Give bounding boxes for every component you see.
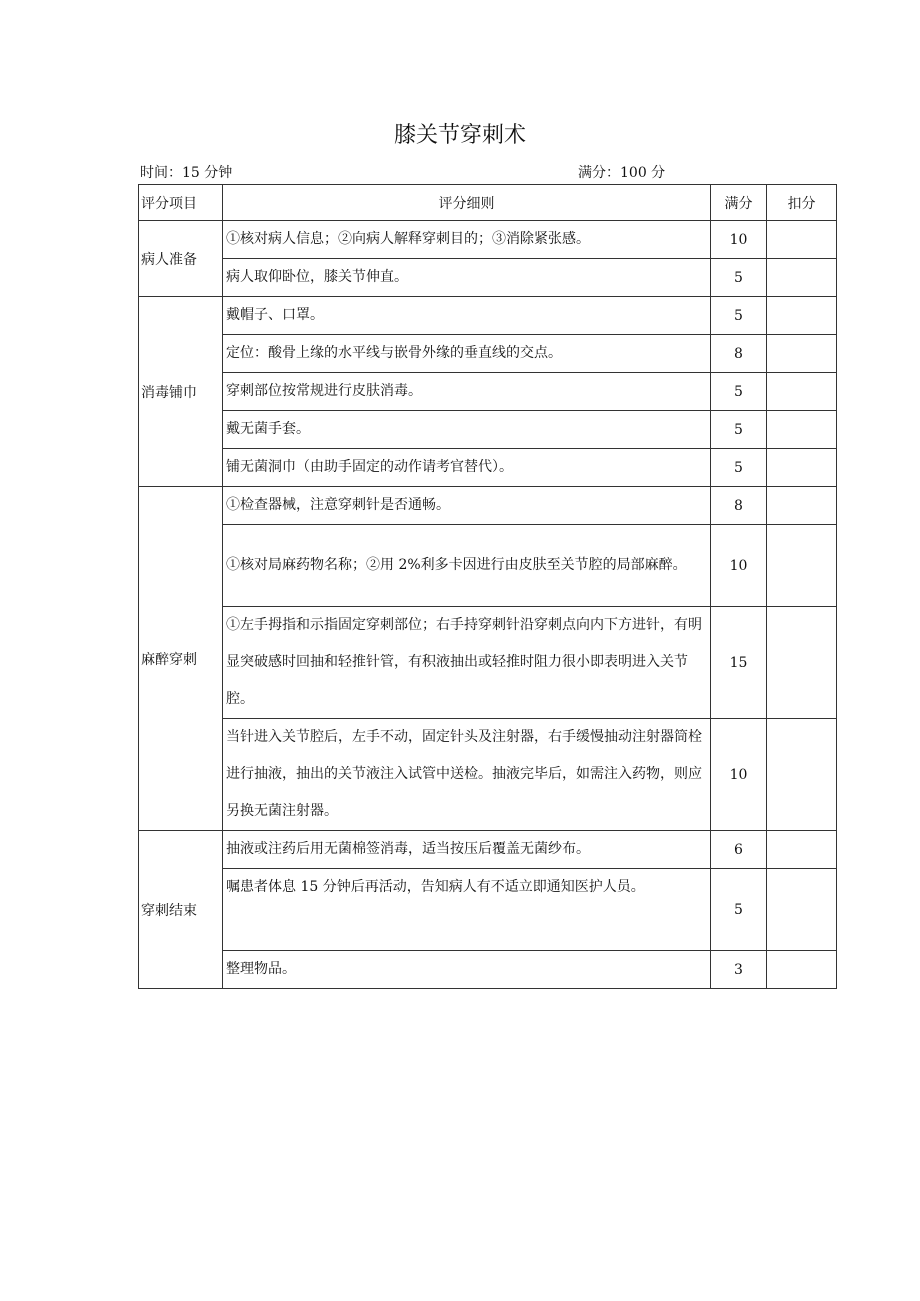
full-score-cell: 5 (711, 869, 767, 951)
detail-cell: 定位：酸骨上缘的水平线与嵌骨外缘的垂直线的交点。 (223, 335, 711, 373)
table-row (139, 297, 837, 335)
full-score-cell: 8 (711, 487, 767, 525)
detail-cell: 嘱患者体息 15 分钟后再活动，告知病人有不适立即通知医护人员。 (223, 869, 711, 951)
deduction-cell[interactable] (767, 487, 837, 525)
full-score-cell: 3 (711, 951, 767, 989)
deduction-cell[interactable] (767, 831, 837, 869)
detail-cell: 戴无菌手套。 (223, 411, 711, 449)
detail-cell: ①核对病人信息；②向病人解释穿刺目的；③消除紧张感。 (223, 221, 711, 259)
header-deduction: 扣分 (767, 185, 837, 221)
full-score-cell: 8 (711, 335, 767, 373)
deduction-cell[interactable] (767, 335, 837, 373)
detail-cell: ①核对局麻药物名称；②用 2%利多卡因进行由皮肤至关节腔的局部麻醉。 (223, 525, 711, 607)
deduction-cell[interactable] (767, 259, 837, 297)
deduction-cell[interactable] (767, 869, 837, 951)
deduction-cell[interactable] (767, 449, 837, 487)
table-row (139, 831, 837, 869)
full-score-cell: 5 (711, 297, 767, 335)
detail-cell: ①检查器械，注意穿刺针是否通畅。 (223, 487, 711, 525)
table-row (139, 411, 837, 449)
detail-cell: ①左手拇指和示指固定穿刺部位；右手持穿刺针沿穿刺点向内下方进针，有明显突破感时回抽和轻推针管，有积液抽出或轻推时阻力很小即表明进入关节腔。 (223, 607, 711, 719)
table-row (139, 719, 837, 831)
deduction-cell[interactable] (767, 297, 837, 335)
full-score-cell: 5 (711, 373, 767, 411)
table-row (139, 335, 837, 373)
section-item: 病人准备 (139, 221, 223, 297)
table-row (139, 373, 837, 411)
table-row (139, 951, 837, 989)
table-row (139, 525, 837, 607)
full-score-cell: 10 (711, 719, 767, 831)
deduction-cell[interactable] (767, 221, 837, 259)
full-score-label: 满分：100 分 (578, 165, 666, 181)
deduction-cell[interactable] (767, 719, 837, 831)
full-score-cell: 10 (711, 525, 767, 607)
deduction-cell[interactable] (767, 411, 837, 449)
deduction-cell[interactable] (767, 373, 837, 411)
deduction-cell[interactable] (767, 525, 837, 607)
table-row (139, 449, 837, 487)
full-score-cell: 15 (711, 607, 767, 719)
table-row (139, 869, 837, 951)
detail-cell: 抽液或注药后用无菌棉签消毒，适当按压后覆盖无菌纱布。 (223, 831, 711, 869)
table-row (139, 607, 837, 719)
table-header-row (139, 185, 837, 221)
full-score-cell: 5 (711, 411, 767, 449)
full-score-cell: 5 (711, 449, 767, 487)
scoring-table (138, 184, 837, 989)
detail-cell: 当针进入关节腔后，左手不动，固定针头及注射器，右手缓慢抽动注射器筒栓进行抽液，抽出的关节液注入试管中送检。抽液完毕后，如需注入药物，则应另换无菌注射器。 (223, 719, 711, 831)
table-row (139, 221, 837, 259)
detail-cell: 整理物品。 (223, 951, 711, 989)
section-item: 麻醉穿刺 (139, 487, 223, 831)
header-detail: 评分细则 (223, 185, 711, 221)
full-score-cell: 10 (711, 221, 767, 259)
detail-cell: 穿刺部位按常规进行皮肤消毒。 (223, 373, 711, 411)
section-item: 消毒铺巾 (139, 297, 223, 487)
full-score-cell: 6 (711, 831, 767, 869)
detail-cell: 病人取仰卧位，膝关节伸直。 (223, 259, 711, 297)
table-row (139, 487, 837, 525)
full-score-cell: 5 (711, 259, 767, 297)
header-item: 评分项目 (139, 185, 223, 221)
header-full-score: 满分 (711, 185, 767, 221)
deduction-cell[interactable] (767, 951, 837, 989)
table-row (139, 259, 837, 297)
detail-cell: 铺无菌洞巾（由助手固定的动作请考官替代）。 (223, 449, 711, 487)
deduction-cell[interactable] (767, 607, 837, 719)
page-title: 膝关节穿刺术 (393, 123, 526, 148)
section-item: 穿刺结束 (139, 831, 223, 989)
time-label: 时间：15 分钟 (140, 165, 233, 181)
detail-cell: 戴帽子、口罩。 (223, 297, 711, 335)
